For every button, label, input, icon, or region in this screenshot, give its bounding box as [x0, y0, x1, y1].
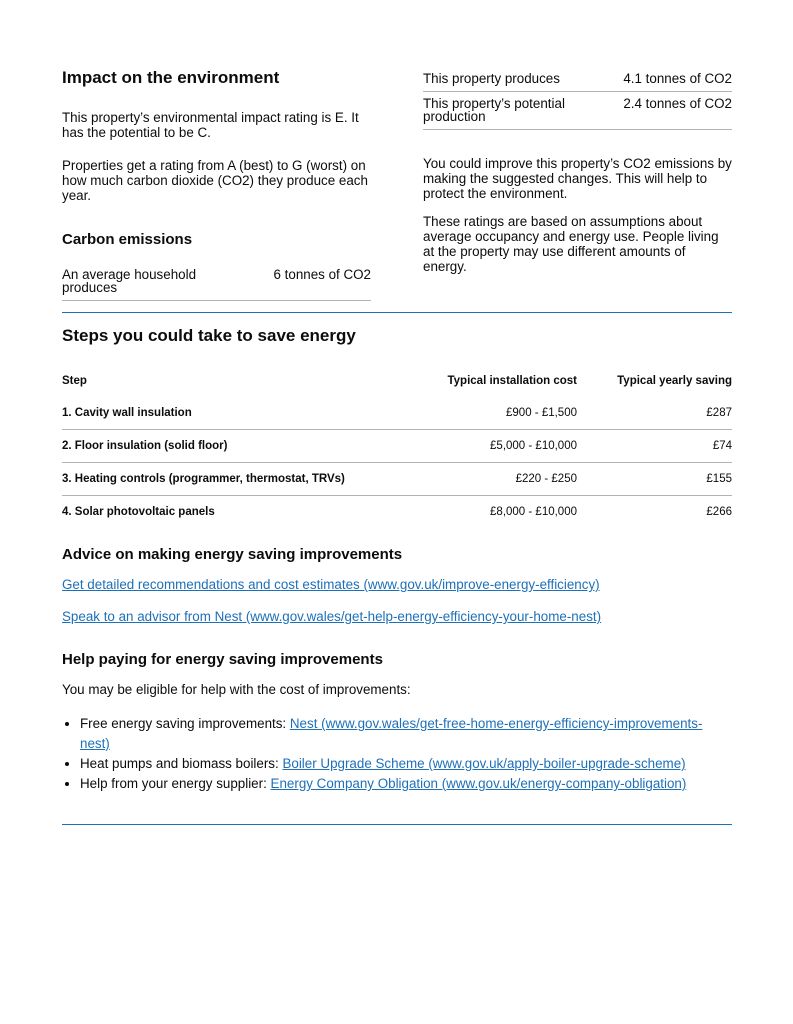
step-cost: £8,000 - £10,000: [490, 506, 577, 518]
rating-text: This property’s environmental impact rating is E. It has the potential to be C.: [62, 110, 359, 140]
step-saving: £74: [577, 430, 732, 463]
help-list: [62, 714, 732, 794]
step-header: Step: [62, 374, 87, 387]
section-divider: [62, 312, 732, 313]
help-item-label: Help from your energy supplier:: [80, 776, 271, 791]
energy-company-obligation-link[interactable]: Energy Company Obligation (www.gov.uk/energy-company-obligation): [270, 776, 687, 791]
nest-advisor-link[interactable]: Speak to an advisor from Nest (www.gov.wales/get-help-energy-efficiency-your-home-nest): [62, 609, 602, 624]
average-household-value: 6 tonnes of CO2: [273, 267, 371, 282]
step-saving: £266: [706, 506, 732, 518]
list-item: [80, 774, 732, 794]
property-produces-value: 4.1 tonnes of CO2: [623, 71, 732, 86]
saving-header: Typical yearly saving: [617, 374, 732, 387]
step-cost: £5,000 - £10,000: [377, 430, 577, 463]
assumptions-text: These ratings are based on assumptions about average occupancy and energy use. People living at the property may use different amounts of energy.: [423, 214, 719, 274]
environment-right-column: [423, 72, 732, 274]
step-name: 3. Heating controls (programmer, thermostat, TRVs): [62, 463, 377, 496]
property-produces-label: This property produces: [423, 71, 560, 86]
step-cost: £900 - £1,500: [377, 397, 577, 430]
steps-table: [62, 364, 732, 528]
property-produces-row: [423, 72, 732, 92]
list-item: [80, 714, 732, 754]
step-saving: £155: [577, 463, 732, 496]
table-row: [62, 397, 732, 430]
steps-title: Steps you could take to save energy: [62, 326, 356, 345]
average-household-row: [62, 268, 371, 301]
table-row: [62, 496, 732, 529]
help-item-label: Free energy saving improvements:: [80, 716, 290, 731]
potential-production-value: 2.4 tonnes of CO2: [623, 96, 732, 111]
table-row: [62, 430, 732, 463]
advice-title: Advice on making energy saving improvements: [62, 546, 403, 563]
nest-improvements-link[interactable]: Nest (www.gov.wales/get-free-home-energy-efficiency-improvements-nest): [80, 716, 703, 751]
step-cost: £220 - £250: [377, 463, 577, 496]
environment-title: Impact on the environment: [62, 68, 280, 87]
environment-section: [62, 0, 732, 312]
step-name: 1. Cavity wall insulation: [62, 397, 377, 430]
potential-production-label: This property’s potential production: [423, 96, 565, 124]
environment-left-column: [62, 68, 371, 301]
help-intro: You may be eligible for help with the cost of improvements:: [62, 682, 411, 697]
scale-text: Properties get a rating from A (best) to G (worst) on how much carbon dioxide (CO2) they produce each year.: [62, 158, 368, 203]
step-name: 4. Solar photovoltaic panels: [62, 506, 215, 518]
page: [62, 0, 732, 825]
average-household-label: An average household produces: [62, 267, 197, 295]
improve-energy-efficiency-link[interactable]: Get detailed recommendations and cost estimates (www.gov.uk/improve-energy-efficiency): [62, 577, 600, 592]
improve-text: You could improve this property’s CO2 emissions by making the suggested changes. This will help to protect the environment.: [423, 156, 732, 201]
cost-header: Typical installation cost: [447, 374, 577, 387]
table-row: [62, 463, 732, 496]
help-item-label: Heat pumps and biomass boilers:: [80, 756, 283, 771]
boiler-upgrade-scheme-link[interactable]: Boiler Upgrade Scheme (www.gov.uk/apply-boiler-upgrade-scheme): [282, 756, 686, 771]
step-saving: £287: [577, 397, 732, 430]
step-name: 2. Floor insulation (solid floor): [62, 430, 377, 463]
list-item: [80, 754, 732, 774]
carbon-emissions-title: Carbon emissions: [62, 231, 193, 248]
potential-production-row: [423, 92, 732, 130]
bottom-divider: [62, 824, 732, 825]
steps-table-header: [62, 364, 732, 397]
help-title: Help paying for energy saving improvements: [62, 651, 383, 668]
